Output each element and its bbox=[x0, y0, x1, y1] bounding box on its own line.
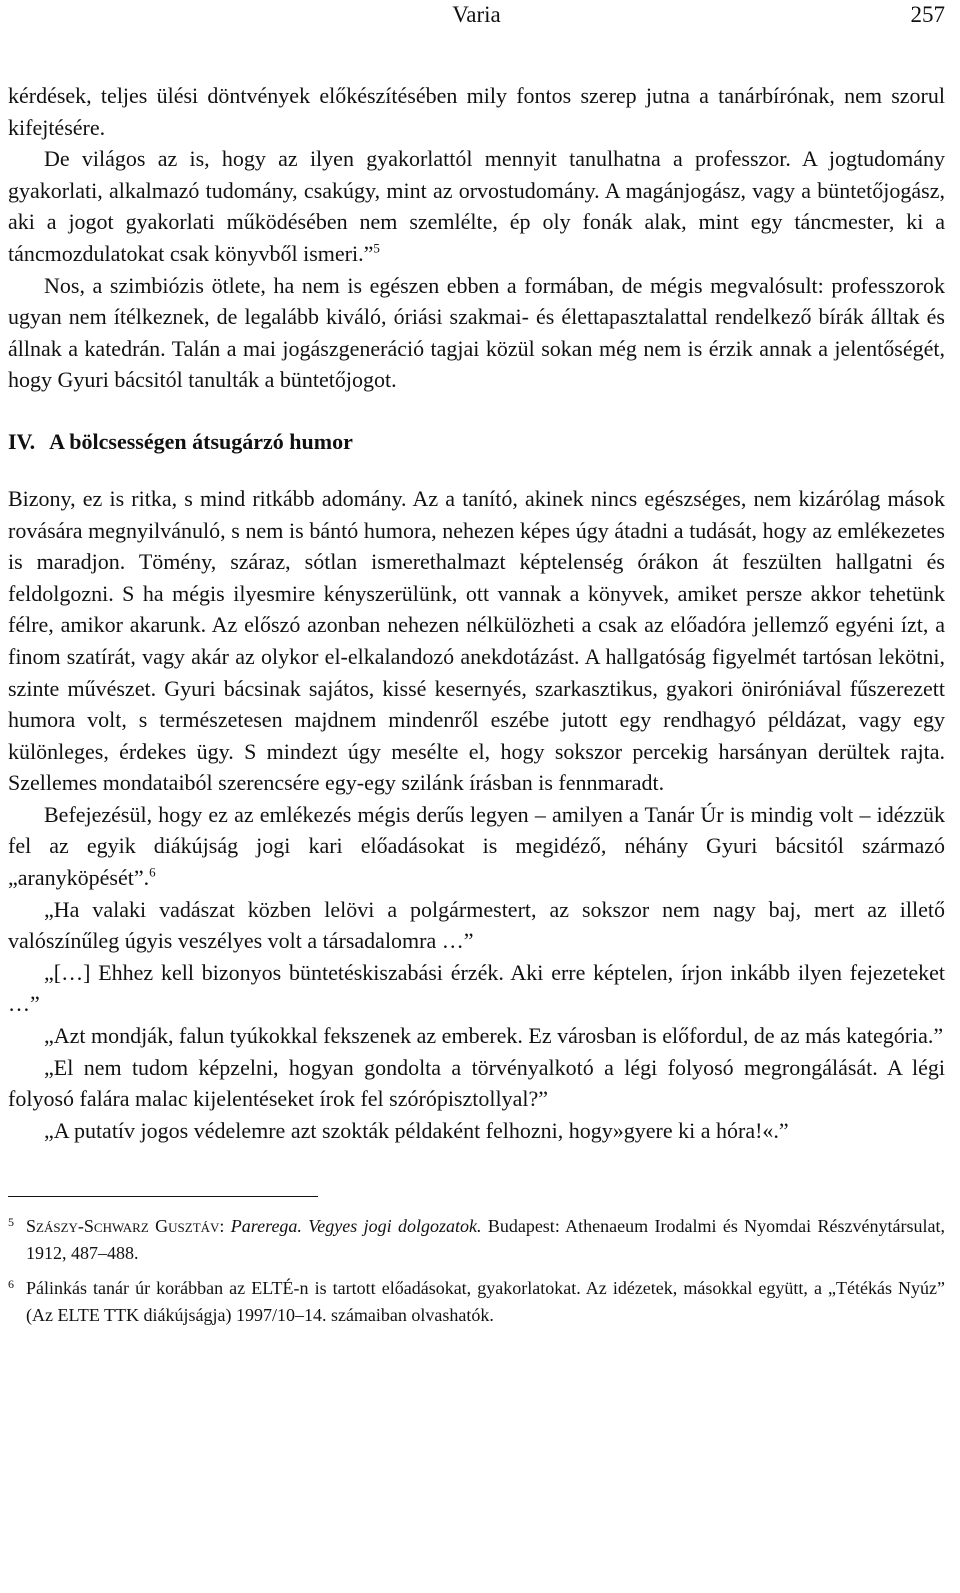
footnote-text: Pálinkás tanár úr korábban az ELTÉ-n is tartott előadásokat, gyakorlatokat. Az idézetek, másokkal együtt, a „Tétékás Nyúz” (Az ELTE TTK diákújságja) 1997/10–14. számaiban olvashatók. bbox=[26, 1278, 945, 1326]
paragraph: De világos az is, hogy az ilyen gyakorlattól mennyit tanulhatna a professzor. A jogtudomány gyakorlati, alkalmazó tudomány, csakúgy, mint az orvostudomány. A magánjogász, vagy a büntetőjogász, aki a jogot gyakorlati működésében nem szemlélte, ép oly fonák alak, mint egy táncmester, ki a táncmozdulatokat csak könyvből ismeri.”$^5$ bbox=[8, 146, 945, 266]
footnote-ref[interactable]: 5 bbox=[373, 240, 380, 256]
running-title: Varia bbox=[452, 2, 501, 27]
footnote-text: Szászy-Schwarz Gusztáv: Parerega. Vegyes jogi dolgozatok. Budapest: Athenaeum Irodalmi és Nyomdai Részvénytársulat, 1912, 487–488. bbox=[26, 1216, 945, 1264]
footnote-number: 5 bbox=[8, 1215, 14, 1230]
quote-paragraph: „Ha valaki vadászat közben lelövi a polgármestert, az sokszor nem nagy baj, mert az illető valószínűleg úgyis veszélyes volt a társadalomra …” bbox=[8, 896, 945, 954]
footnote-divider bbox=[8, 1196, 318, 1197]
section-heading bbox=[8, 426, 945, 457]
paragraph: Befejezésül, hogy ez az emlékezés mégis derűs legyen – amilyen a Tanár Úr is mindig volt – idézzük fel az egyik diákújság jogi kari előadásokat is megidéző, néhány Gyuri bácsitól származó „aranyköpését”.$^6$ bbox=[8, 801, 945, 891]
body-text bbox=[8, 80, 945, 1146]
quote-paragraph: „El nem tudom képzelni, hogyan gondolta a törvényalkotó a légi folyosó megrongálását. A légi folyosó falára malac kijelentéseket írok fel szórópisztollyal?” bbox=[8, 1054, 945, 1112]
paragraph: kérdések, teljes ülési döntvények előkészítésében mily fontos szerep jutna a tanárbírónak, nem szorul kifejtésére. bbox=[8, 83, 945, 140]
footnotes bbox=[8, 1213, 945, 1329]
footnote-number: 6 bbox=[8, 1277, 14, 1292]
section-number: IV. bbox=[8, 428, 36, 454]
section-title: A bölcsességen átsugárzó humor bbox=[49, 428, 353, 454]
quote-paragraph: „Azt mondják, falun tyúkokkal fekszenek az emberek. Ez városban is előfordul, de az más kategória.” bbox=[44, 1023, 944, 1049]
paragraph: Bizony, ez is ritka, s mind ritkább adomány. Az a tanító, akinek nincs egészséges, nem kizárólag mások rovására megnyilvánuló, s nem is bántó humora, nehezen képes úgy átadni a tudását, hogy az emlékezetes is maradjon. Tömény, száraz, sótlan ismerethalmazt képtelenség órákon át feszülten hallgatni és feldolgozni. S ha mégis ilyesmire kényszerülünk, ott vannak a könyvek, amiket persze akkor tehetünk félre, amikor akarunk. Az előszó azonban nehezen nélkülözheti a csak az előadóra jellemző egyéni ízt, a finom szatírát, vagy akár az olykor el-elkalandozó anekdotázást. A hallgatóság figyelmét tartósan lekötni, szinte művészet. Gyuri bácsinak sajátos, kissé kesernyés, szarkasztikus, gyakori öniróniával fűszerezett humora volt, s természetesen majdnem mindenről eszébe jutott egy rendhagyó példázat, vagy egy különleges, érdekes ügy. S mindezt úgy mesélte el, hogy sokszor percekig harsányan derültek rajta. Szellemes mondataiból szerencsére egy-egy szilánk írásban is fennmaradt. bbox=[8, 485, 945, 796]
paragraph: Nos, a szimbiózis ötlete, ha nem is egészen ebben a formában, de mégis megvalósult: professzorok ugyan nem ítélkeznek, de legalább kiváló, óriási szakmai- és élettapasztalattal rendelkező bírák álltak és állnak a katedrán. Talán a mai jogászgeneráció tagjai közül sokan még nem is érzik annak a jelentőségét, hogy Gyuri bácsitól tanulták a büntetőjogot. bbox=[8, 272, 945, 393]
footnote bbox=[8, 1213, 945, 1267]
page-number: 257 bbox=[910, 2, 945, 27]
quote-paragraph: „[…] Ehhez kell bizonyos büntetéskiszabási érzék. Aki erre képtelen, írjon inkább ilyen fejezeteket …” bbox=[8, 959, 945, 1017]
footnote bbox=[8, 1275, 945, 1329]
footnote-title: Parerega. Vegyes jogi dolgozatok. bbox=[230, 1216, 482, 1237]
footnote-ref[interactable]: 6 bbox=[149, 864, 156, 880]
footnote-author: Szászy-Schwarz Gusztáv bbox=[26, 1216, 220, 1237]
quote-paragraph: „A putatív jogos védelemre azt szokták példaként felhozni, hogy»gyere ki a hóra!«.” bbox=[44, 1117, 789, 1143]
running-head bbox=[8, 0, 945, 30]
